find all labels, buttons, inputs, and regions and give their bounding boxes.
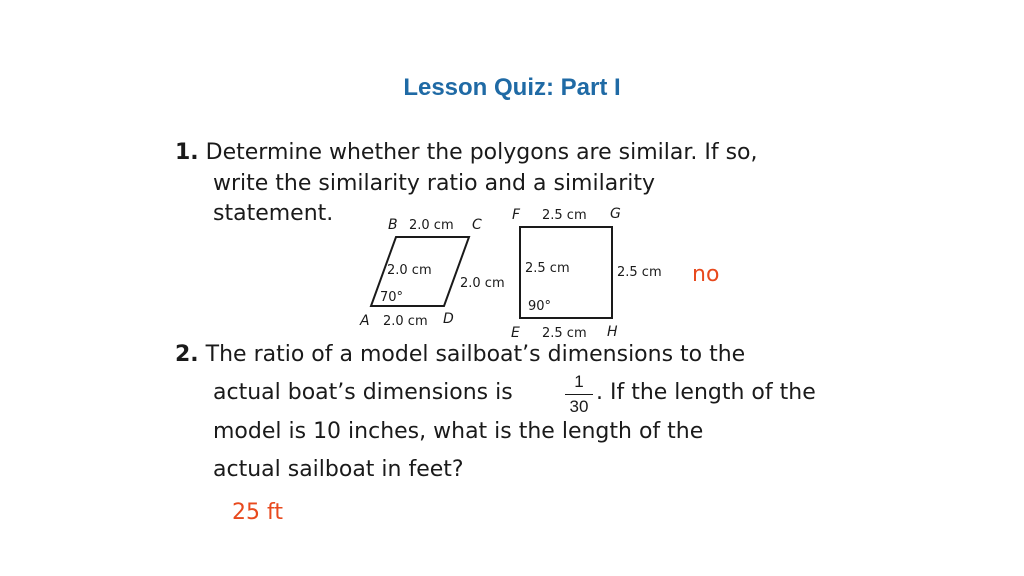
question-2-line-1: The ratio of a model sailboat’s dimensions to the [205,342,746,367]
vertex-a-label: A [360,313,370,329]
square-left-side-label: 2.5 cm [525,261,570,276]
vertex-d-label: D [443,311,454,327]
parallelogram-angle-label: 70° [380,290,404,305]
vertex-g-label: G [610,206,621,222]
fraction-denominator: 30 [569,397,589,416]
vertex-b-label: B [388,217,398,233]
question-1-line-1: Determine whether the polygons are similar. If so, [205,140,758,165]
question-2-number: 2. [175,342,199,367]
parallelogram-left-side-label: 2.0 cm [387,263,432,278]
question-2-line-3: model is 10 inches, what is the length of the [213,419,704,444]
square-bottom-side-label: 2.5 cm [542,326,587,341]
parallelogram-bottom-side-label: 2.0 cm [383,314,428,329]
question-2-line-2-end: . If the length of the [596,380,816,405]
vertex-e-label: E [511,325,520,341]
square-angle-label: 90° [528,299,552,314]
square-top-side-label: 2.5 cm [542,208,587,223]
ratio-fraction [565,372,593,417]
question-2-answer: 25 ft [232,500,283,525]
question-1-number: 1. [175,140,199,165]
vertex-c-label: C [472,217,482,233]
vertex-h-label: H [607,324,618,340]
question-2-line-4: actual sailboat in feet? [213,457,464,482]
question-1-answer: no [692,262,720,287]
page-title: Lesson Quiz: Part I [403,74,621,101]
fraction-numerator: 1 [574,372,584,391]
question-2 [175,340,745,371]
fraction-bar [565,394,593,395]
question-2-line-2-start: actual boat’s dimensions is [213,380,513,405]
question-1-line-2: write the similarity ratio and a similarity [213,171,655,196]
parallelogram-top-side-label: 2.0 cm [409,218,454,233]
question-1-line-3: statement. [213,201,334,226]
vertex-f-label: F [512,207,521,223]
parallelogram-right-side-label: 2.0 cm [460,276,505,291]
square-right-side-label: 2.5 cm [617,265,662,280]
